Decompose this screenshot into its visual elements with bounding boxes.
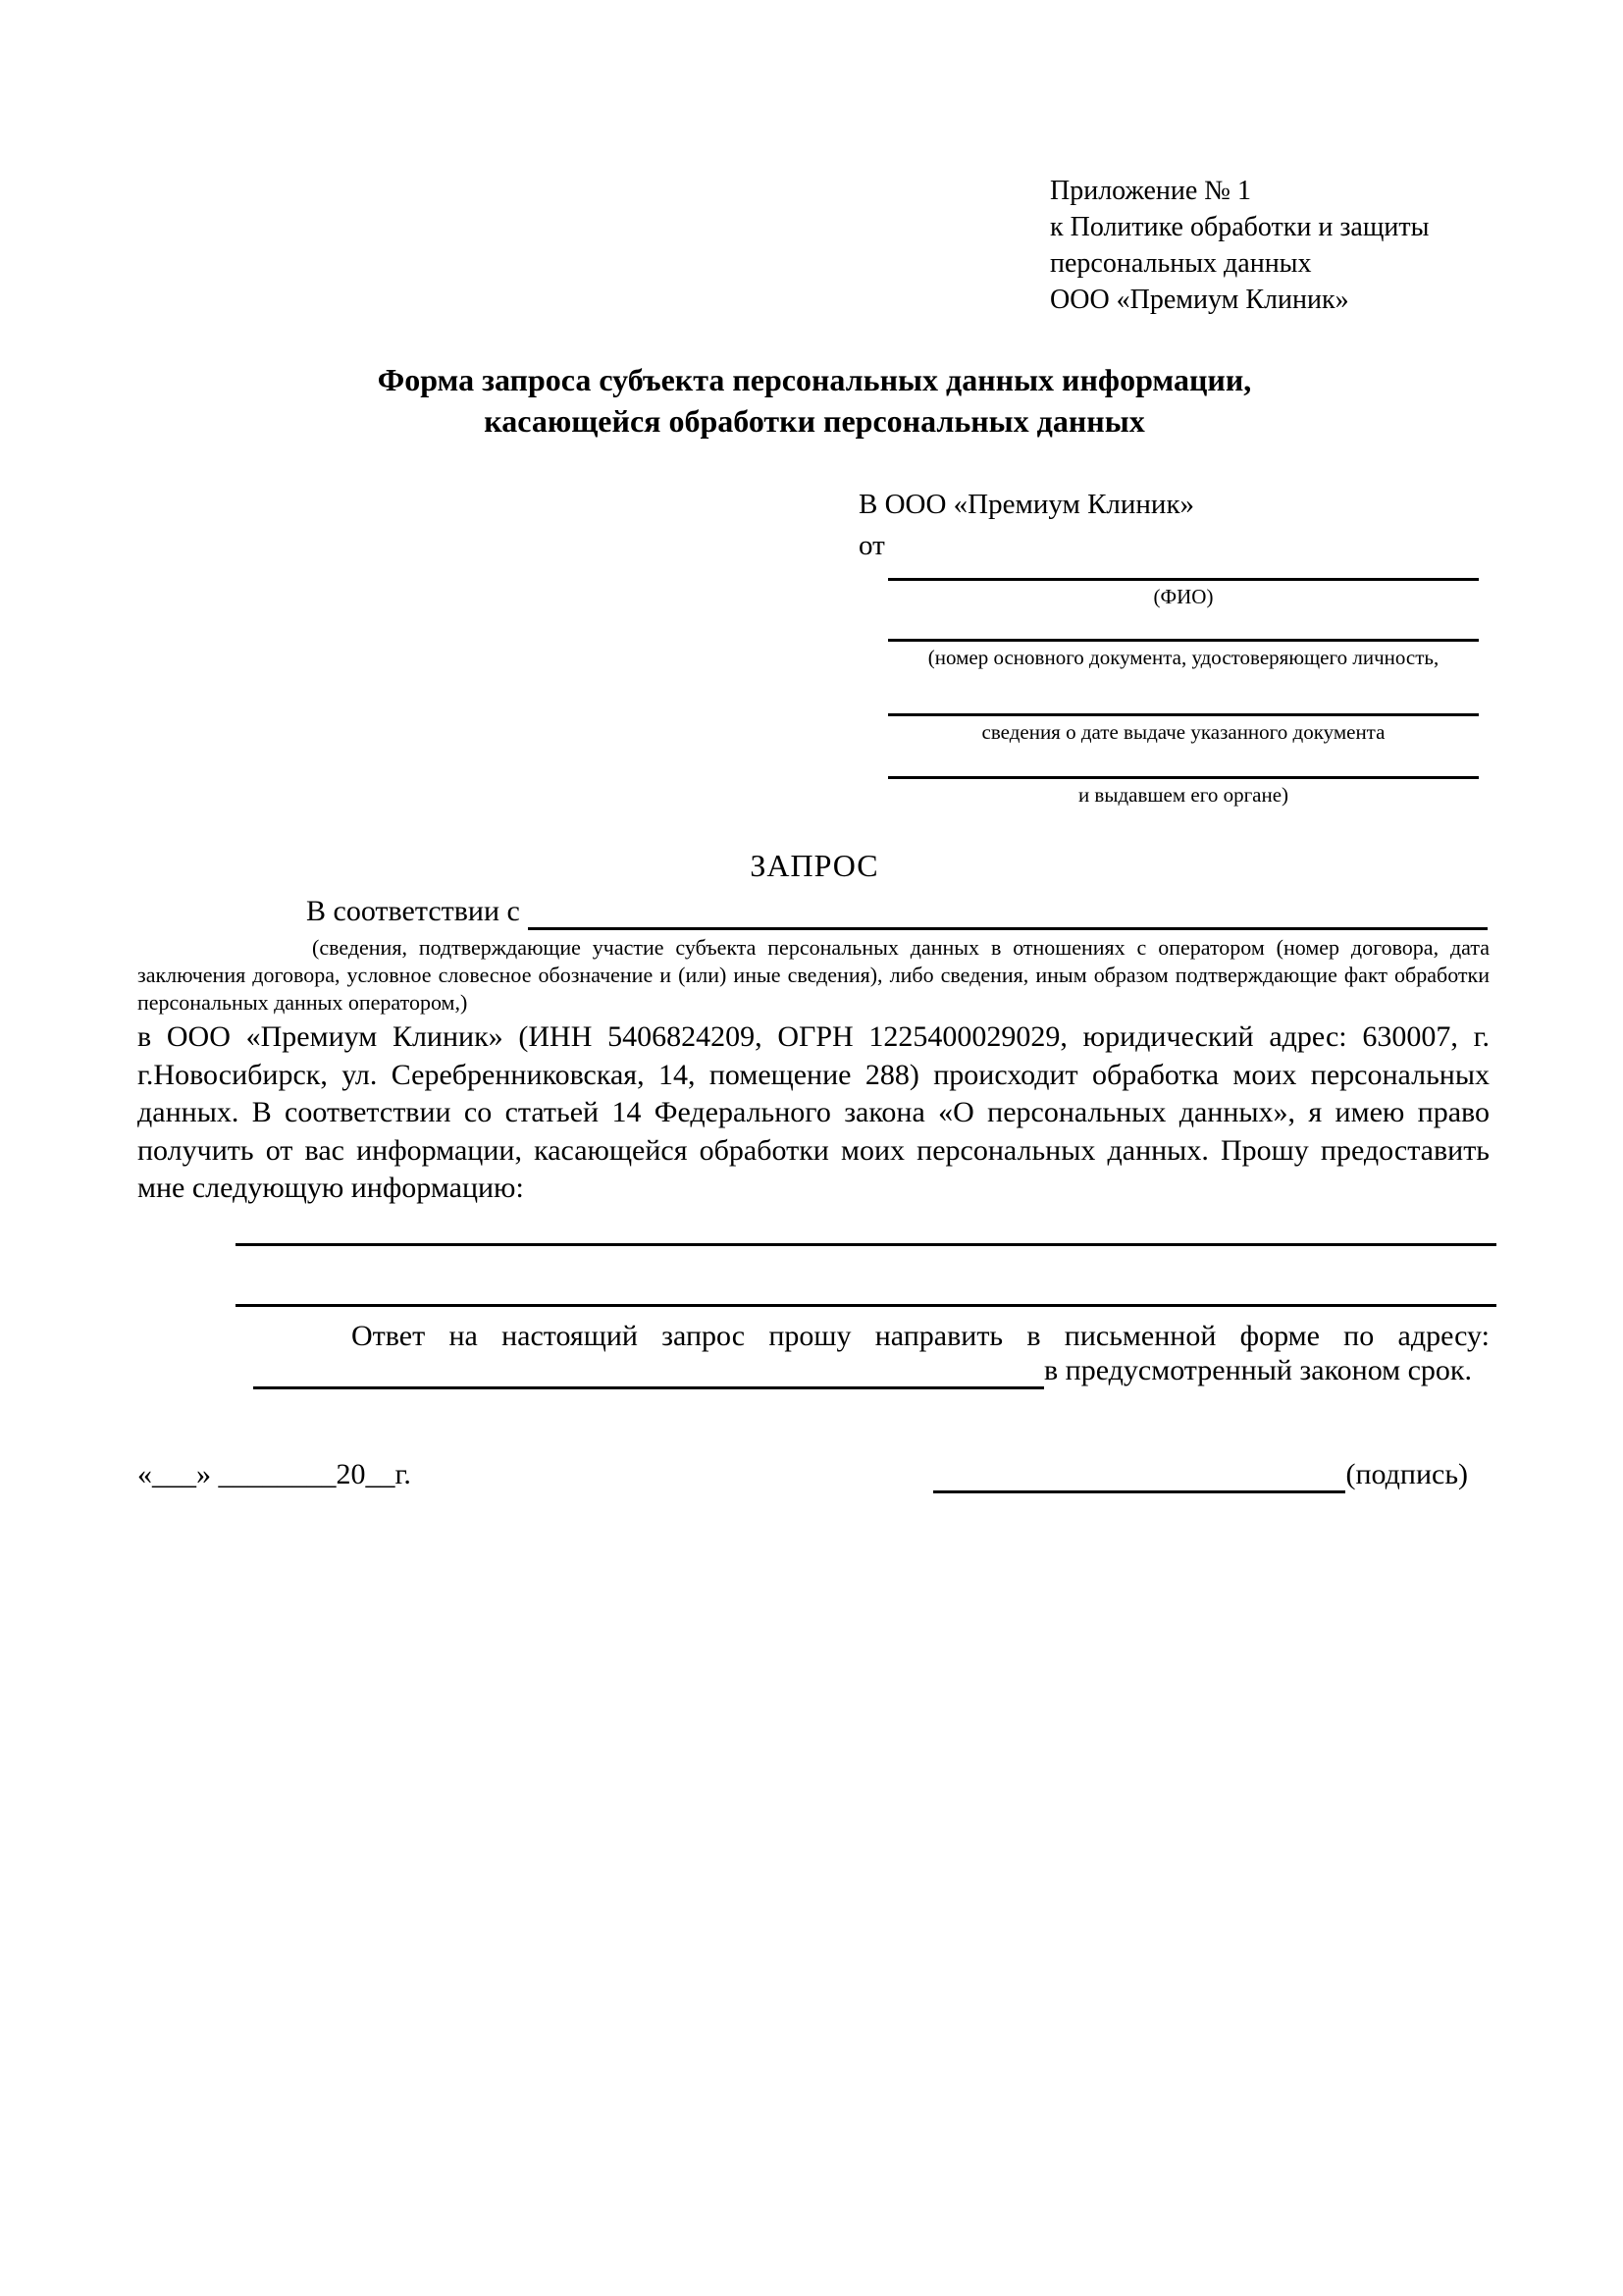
issue-date-field-line	[888, 713, 1479, 716]
annex-reference-line: Приложение № 1	[1050, 176, 1251, 206]
date-blank: «___» ________20__г.	[137, 1458, 411, 1490]
accordance-blank-line	[528, 894, 1488, 930]
reply-suffix: в предусмотренный законом срок.	[1044, 1354, 1472, 1386]
reply-address-blank-line	[253, 1353, 1044, 1389]
identity-document-number-field	[888, 639, 1479, 670]
reply-address-row	[137, 1352, 1490, 1389]
annex-reference-line: ООО «Премиум Клиник»	[1050, 285, 1349, 315]
identity-document-number-field-line	[888, 639, 1479, 642]
annex-reference-line: персональных данных	[1050, 248, 1312, 279]
identity-document-number-caption: (номер основного документа, удостоверяющего личность,	[927, 646, 1440, 669]
request-heading: ЗАПРОС	[750, 848, 879, 883]
reply-sentence: Ответ на настоящий запрос прошу направить в письменной форме по адресу:	[351, 1320, 1490, 1352]
request-body: в ООО «Премиум Клиник» (ИНН 5406824209, ОГРН 1225400029029, юридический адрес: 630007, г. г.Новосибирск, ул. Серебренниковская, 14, помещение 288) происходит обработка моих персональных данных. В соответствии со статьей 14 Федерального закона «О персональных данных», я имею право получить от вас информации, касающейся обработки моих персональных данных. Прошу предоставить мне следующую информацию:	[137, 1020, 1490, 1204]
fio-field	[888, 578, 1479, 609]
fio-field-line	[888, 578, 1479, 581]
signature-field	[933, 1456, 1468, 1493]
signature-caption: (подпись)	[1345, 1458, 1468, 1490]
form-title-line: Форма запроса субъекта персональных данных информации,	[377, 362, 1252, 397]
accordance-row	[137, 893, 1488, 930]
info-blank-line-1	[236, 1243, 1496, 1246]
signature-blank-line	[933, 1457, 1345, 1493]
form-title-line: касающейся обработки персональных данных	[484, 403, 1145, 439]
info-blank-line-2	[236, 1304, 1496, 1307]
issuing-authority-field-line	[888, 776, 1479, 779]
annex-reference	[1050, 173, 1492, 318]
annex-reference-line: к Политике обработки и защиты	[1050, 212, 1430, 242]
addressee-organization: В ООО «Премиум Клиник»	[859, 489, 1195, 520]
issue-date-field	[888, 713, 1479, 745]
issue-date-caption: сведения о дате выдаче указанного документа	[981, 720, 1386, 744]
issuing-authority-field	[888, 776, 1479, 808]
fio-field-caption: (ФИО)	[1153, 585, 1214, 608]
addressee-from-label: от	[859, 530, 885, 561]
accordance-label: В соответствии с	[306, 895, 520, 927]
signature-row	[137, 1456, 1490, 1493]
legal-note: (сведения, подтверждающие участие субъекта персональных данных в отношениях с оператором (номер договора, дата заключения договора, условное словесное обозначение и (или) иные сведения), либо сведения, иным образом подтверждающие факт обработки персональных данных оператором,)	[137, 935, 1490, 1015]
issuing-authority-caption: и выдавшем его органе)	[1077, 783, 1289, 807]
form-title	[137, 359, 1492, 442]
